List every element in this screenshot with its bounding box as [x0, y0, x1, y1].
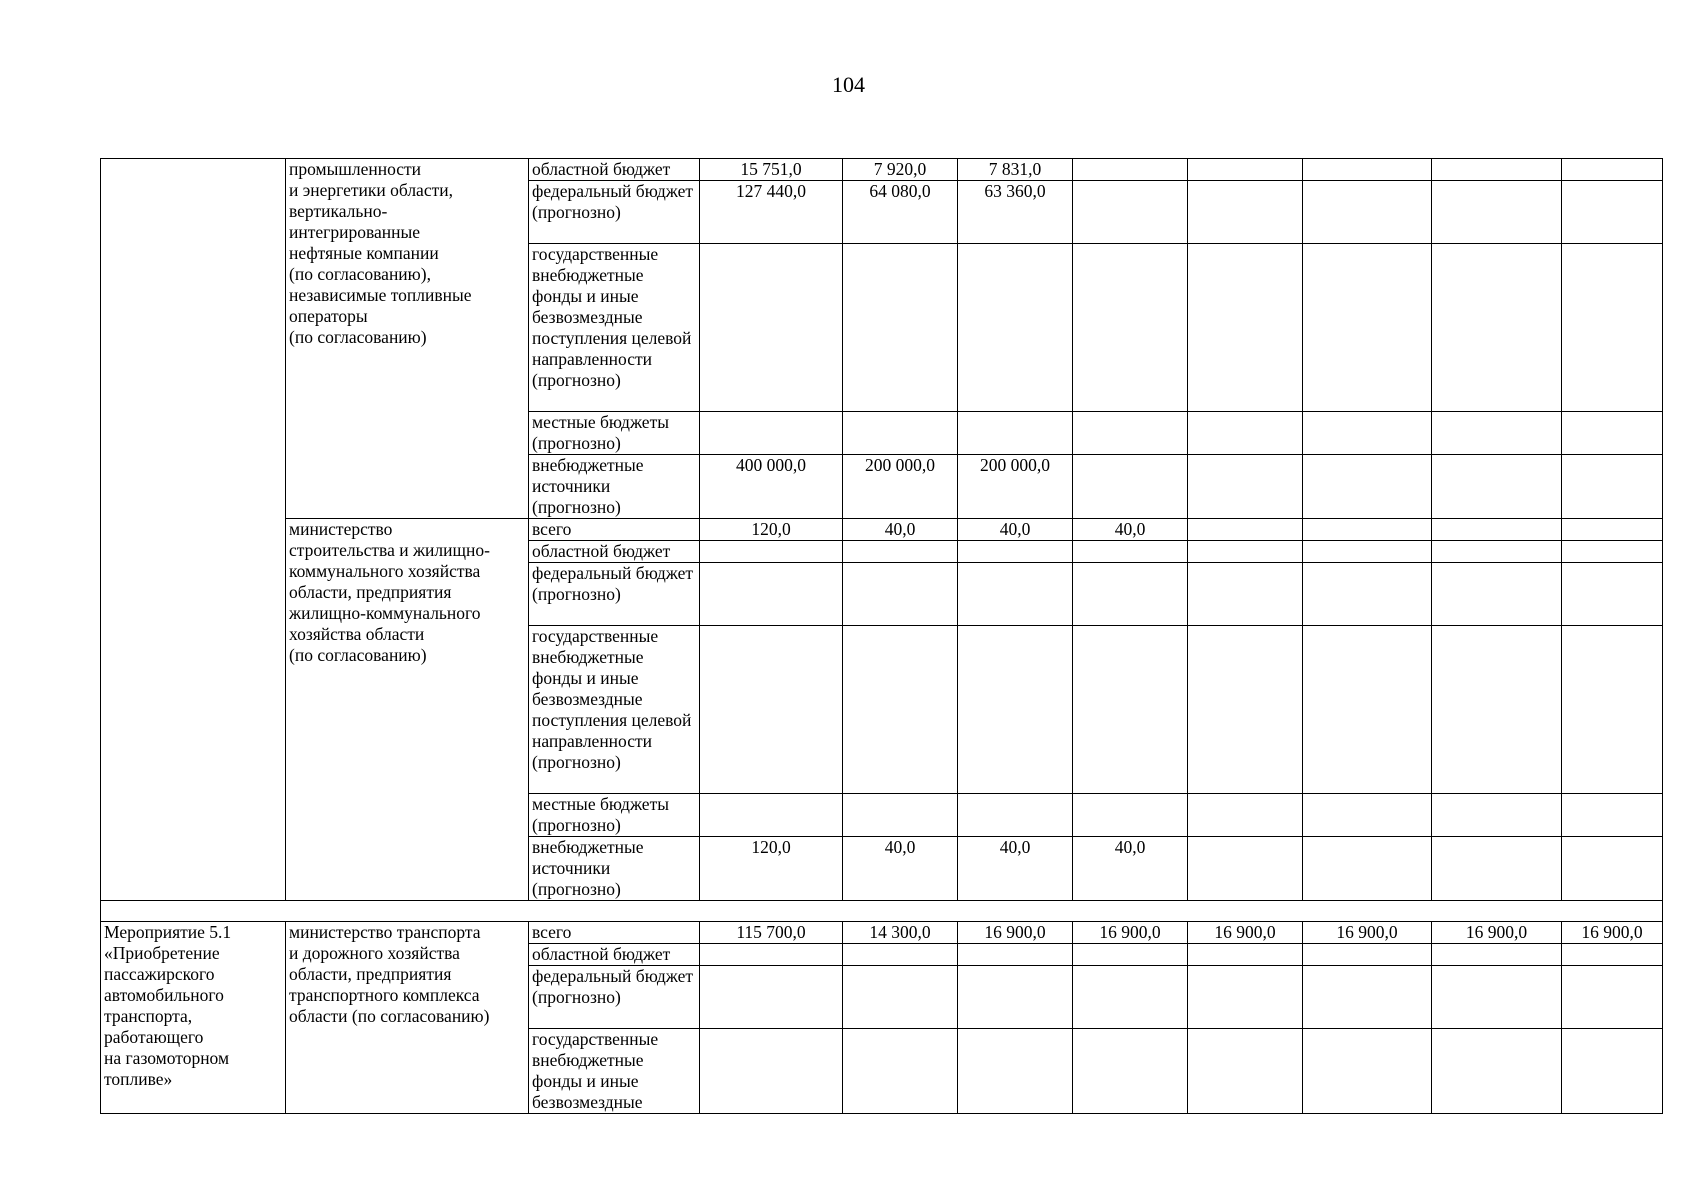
value-cell [843, 1029, 958, 1114]
value-cell [700, 1029, 843, 1114]
value-cell [1562, 794, 1663, 837]
value-cell [1303, 244, 1432, 412]
value-cell [1432, 412, 1562, 455]
funding-source-cell: государственные внебюджетные фонды и иные безвозмездные поступления целевой направленности (прогнозно) [529, 244, 700, 412]
value-cell [700, 541, 843, 563]
budget-table [100, 158, 1663, 1114]
value-cell: 40,0 [1073, 837, 1188, 901]
value-cell [1073, 944, 1188, 966]
value-cell [1188, 837, 1303, 901]
value-cell: 40,0 [958, 837, 1073, 901]
value-cell: 127 440,0 [700, 181, 843, 244]
value-cell [1432, 837, 1562, 901]
page-number: 104 [832, 72, 865, 97]
value-cell [700, 794, 843, 837]
value-cell [1188, 412, 1303, 455]
funding-source-cell: местные бюджеты (прогнозно) [529, 794, 700, 837]
funding-source-cell: областной бюджет [529, 541, 700, 563]
value-cell [1432, 1029, 1562, 1114]
value-cell [700, 626, 843, 794]
value-cell: 16 900,0 [1188, 922, 1303, 944]
funding-source-cell: всего [529, 519, 700, 541]
value-cell [843, 966, 958, 1029]
value-cell: 40,0 [843, 519, 958, 541]
table-row [101, 159, 1663, 181]
value-cell [1073, 159, 1188, 181]
funding-source-cell: местные бюджеты (прогнозно) [529, 412, 700, 455]
value-cell [1188, 244, 1303, 412]
value-cell [1303, 966, 1432, 1029]
value-cell [1073, 244, 1188, 412]
value-cell [1303, 1029, 1432, 1114]
value-cell [1303, 541, 1432, 563]
value-cell [843, 563, 958, 626]
value-cell [1073, 563, 1188, 626]
value-cell: 120,0 [700, 519, 843, 541]
funding-source-cell: внебюджетные источники (прогнозно) [529, 837, 700, 901]
value-cell: 64 080,0 [843, 181, 958, 244]
value-cell [1073, 412, 1188, 455]
value-cell [1562, 626, 1663, 794]
value-cell [1188, 159, 1303, 181]
value-cell [700, 563, 843, 626]
value-cell: 14 300,0 [843, 922, 958, 944]
value-cell [1562, 966, 1663, 1029]
value-cell: 15 751,0 [700, 159, 843, 181]
measure-cell: Мероприятие 5.1 «Приобретение пассажирского автомобильного транспорта, работающего на газомоторном топливе» [101, 922, 286, 1114]
funding-source-cell: всего [529, 922, 700, 944]
value-cell [1562, 455, 1663, 519]
value-cell [843, 412, 958, 455]
value-cell [1188, 181, 1303, 244]
funding-source-cell: федеральный бюджет (прогнозно) [529, 966, 700, 1029]
value-cell: 16 900,0 [958, 922, 1073, 944]
value-cell [1073, 455, 1188, 519]
value-cell [1073, 1029, 1188, 1114]
value-cell [1303, 626, 1432, 794]
value-cell [958, 1029, 1073, 1114]
value-cell [843, 944, 958, 966]
value-cell: 16 900,0 [1303, 922, 1432, 944]
executor-cell: министерство транспорта и дорожного хозяйства области, предприятия транспортного комплекса области (по согласованию) [286, 922, 529, 1114]
value-cell [1073, 626, 1188, 794]
value-cell: 40,0 [958, 519, 1073, 541]
funding-source-cell: федеральный бюджет (прогнозно) [529, 181, 700, 244]
value-cell: 40,0 [843, 837, 958, 901]
table-body [101, 159, 1663, 1114]
value-cell: 40,0 [1073, 519, 1188, 541]
value-cell [843, 626, 958, 794]
value-cell [958, 794, 1073, 837]
funding-source-cell: областной бюджет [529, 159, 700, 181]
value-cell [1073, 181, 1188, 244]
value-cell [843, 794, 958, 837]
value-cell: 200 000,0 [958, 455, 1073, 519]
funding-source-cell: государственные внебюджетные фонды и иные безвозмездные поступления целевой направленности (прогнозно) [529, 626, 700, 794]
value-cell [1432, 519, 1562, 541]
value-cell [1562, 837, 1663, 901]
value-cell [843, 541, 958, 563]
value-cell [1562, 541, 1663, 563]
measure-cell [101, 159, 286, 901]
funding-source-cell: областной бюджет [529, 944, 700, 966]
value-cell [1303, 944, 1432, 966]
table-row [101, 519, 1663, 541]
separator-row [101, 901, 1663, 922]
value-cell: 200 000,0 [843, 455, 958, 519]
value-cell [1188, 626, 1303, 794]
value-cell [1432, 944, 1562, 966]
value-cell [1432, 244, 1562, 412]
value-cell [1562, 244, 1663, 412]
value-cell [1562, 944, 1663, 966]
value-cell [1303, 837, 1432, 901]
value-cell [1188, 1029, 1303, 1114]
value-cell [1432, 563, 1562, 626]
value-cell [1432, 455, 1562, 519]
value-cell [958, 541, 1073, 563]
executor-cell: промышленности и энергетики области, вертикально- интегрированные нефтяные компании (по согласованию), независимые топливные операторы (по согласованию) [286, 159, 529, 519]
value-cell: 16 900,0 [1562, 922, 1663, 944]
value-cell [1303, 159, 1432, 181]
value-cell [1303, 181, 1432, 244]
value-cell [1432, 626, 1562, 794]
value-cell [1188, 563, 1303, 626]
value-cell [1188, 966, 1303, 1029]
value-cell [958, 244, 1073, 412]
value-cell [1432, 966, 1562, 1029]
value-cell [1188, 794, 1303, 837]
value-cell: 16 900,0 [1073, 922, 1188, 944]
value-cell: 7 920,0 [843, 159, 958, 181]
value-cell: 400 000,0 [700, 455, 843, 519]
value-cell [1562, 412, 1663, 455]
value-cell [1432, 541, 1562, 563]
value-cell [700, 412, 843, 455]
value-cell [958, 966, 1073, 1029]
value-cell: 63 360,0 [958, 181, 1073, 244]
value-cell [1432, 794, 1562, 837]
value-cell [1432, 159, 1562, 181]
value-cell [1303, 412, 1432, 455]
separator-cell [101, 901, 1663, 922]
executor-cell: министерство строительства и жилищно- коммунального хозяйства области, предприятия жилищно-коммунального хозяйства области (по согласованию) [286, 519, 529, 901]
value-cell [1188, 519, 1303, 541]
value-cell [843, 244, 958, 412]
funding-source-cell: государственные внебюджетные фонды и иные безвозмездные [529, 1029, 700, 1114]
value-cell [1303, 563, 1432, 626]
value-cell [958, 944, 1073, 966]
value-cell [1073, 966, 1188, 1029]
value-cell [1303, 794, 1432, 837]
funding-source-cell: федеральный бюджет (прогнозно) [529, 563, 700, 626]
value-cell: 120,0 [700, 837, 843, 901]
value-cell [1073, 541, 1188, 563]
value-cell [1188, 541, 1303, 563]
table-row [101, 922, 1663, 944]
value-cell [1562, 563, 1663, 626]
value-cell: 115 700,0 [700, 922, 843, 944]
value-cell [1562, 519, 1663, 541]
value-cell [1073, 794, 1188, 837]
value-cell [700, 944, 843, 966]
value-cell [958, 626, 1073, 794]
value-cell: 7 831,0 [958, 159, 1073, 181]
value-cell [700, 966, 843, 1029]
value-cell [1562, 1029, 1663, 1114]
value-cell [1562, 159, 1663, 181]
funding-source-cell: внебюджетные источники (прогнозно) [529, 455, 700, 519]
value-cell: 16 900,0 [1432, 922, 1562, 944]
value-cell [958, 412, 1073, 455]
value-cell [1303, 519, 1432, 541]
value-cell [1562, 181, 1663, 244]
value-cell [1303, 455, 1432, 519]
value-cell [700, 244, 843, 412]
value-cell [1432, 181, 1562, 244]
value-cell [958, 563, 1073, 626]
value-cell [1188, 455, 1303, 519]
value-cell [1188, 944, 1303, 966]
